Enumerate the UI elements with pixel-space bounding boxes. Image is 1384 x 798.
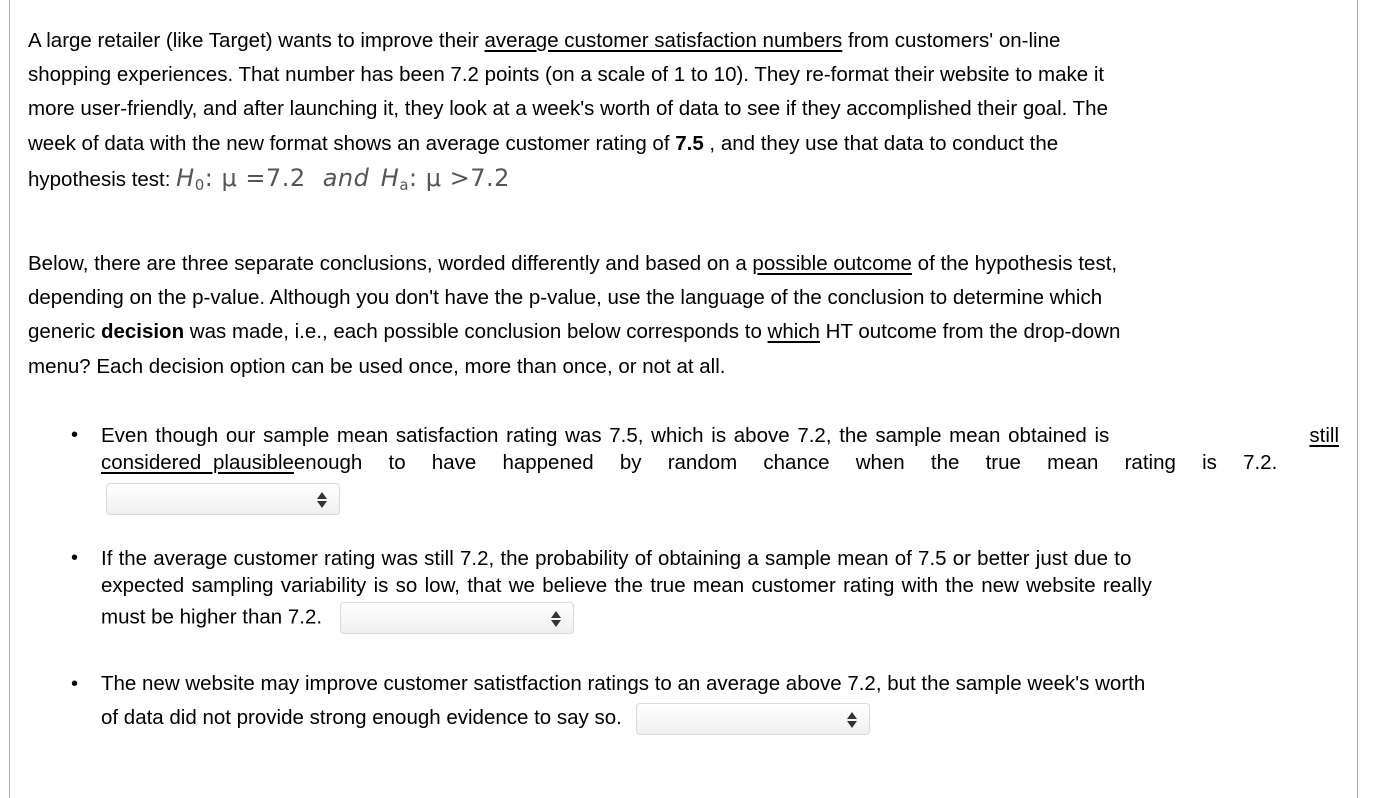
conclusion-3-line-1: • The new website may improve customer satistfaction ratings to an average above 7.2, but the sample week's worth xyxy=(101,672,1146,695)
emphasis-possible-outcome: possible outcome xyxy=(752,252,912,275)
instr-line-4: menu? Each decision option can be used once, more than once, or not at all. xyxy=(28,354,726,378)
instr-line-1: Below, there are three separate conclusions, worded differently and based on a possible outcome of the hypothesis test, xyxy=(28,252,1118,275)
conclusion-item-2 xyxy=(101,545,1339,634)
conclusion-1-line-1: • Even though our sample mean satisfaction rating was 7.5, which is above 7.2, the sample mean obtained is still xyxy=(101,424,1339,447)
conclusion-item-1 xyxy=(101,422,1339,515)
conclusion-2-line-3: must be higher than 7.2. xyxy=(101,602,1339,634)
intro-line-5: hypothesis test: $H_0$: μ =7.2 and $H_a$: μ >7.2 xyxy=(28,163,510,194)
instr-line-3: generic decision was made, i.e., each possible conclusion below corresponds to which HT outcome from the drop-down xyxy=(28,320,1121,344)
intro-line-1: A large retailer (like Target) wants to improve their average customer satisfaction numbers from customers' on-line xyxy=(28,29,1061,52)
decision-select-1[interactable] xyxy=(106,483,340,515)
conclusion-2-line-1: • If the average customer rating was still 7.2, the probability of obtaining a sample mean of 7.5 or better just due to xyxy=(101,547,1132,570)
emphasis-still: still xyxy=(1309,424,1339,447)
emphasis-considered-plausible: considered plausible xyxy=(101,451,294,474)
and-word: and xyxy=(322,163,370,192)
null-hypothesis: $H_0$: μ =7.2 xyxy=(176,163,306,194)
intro-line-4: week of data with the new format shows an average customer rating of 7.5 , and they use that data to conduct the xyxy=(28,131,1059,155)
alternative-hypothesis: $H_a$: μ >7.2 xyxy=(380,163,510,194)
decision-select-2[interactable] xyxy=(340,602,574,634)
emphasis-average-satisfaction: average customer satisfaction numbers xyxy=(484,29,843,52)
up-down-arrows-icon xyxy=(551,609,561,629)
conclusion-item-3 xyxy=(101,667,1339,735)
emphasis-which: which xyxy=(767,320,820,344)
instr-line-2: depending on the p-value. Although you don't have the p-value, use the language of the conclusion to determine which xyxy=(28,286,1103,310)
up-down-arrows-icon xyxy=(317,490,327,510)
conclusion-3-line-2: of data did not provide strong enough evidence to say so. xyxy=(101,701,1339,735)
instructions-paragraph xyxy=(28,247,1304,384)
intro-line-2: shopping experiences. That number has been 7.2 points (on a scale of 1 to 10). They re-format their website to make it xyxy=(28,63,1105,87)
intro-paragraph xyxy=(28,24,1304,202)
conclusion-1-line-2: considered plausibleenough to have happened by random chance when the true mean rating is 7.2. xyxy=(101,451,1278,474)
up-down-arrows-icon xyxy=(847,710,857,730)
conclusion-2-line-2: expected sampling variability is so low, that we believe the true mean customer rating with the new website really xyxy=(101,574,1152,597)
emphasis-decision: decision xyxy=(100,320,185,344)
intro-line-3: more user-friendly, and after launching it, they look at a week's worth of data to see if they accomplished their goal. The xyxy=(28,97,1108,121)
decision-select-3[interactable] xyxy=(636,703,870,735)
sample-mean-value: 7.5 xyxy=(675,131,704,155)
